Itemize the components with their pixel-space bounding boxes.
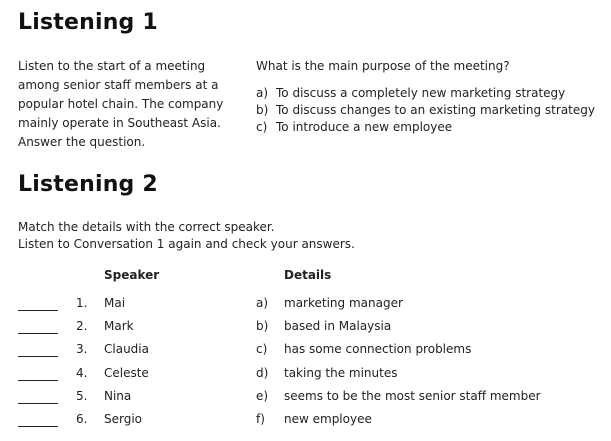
detail-text: marketing manager bbox=[284, 296, 403, 310]
option-text: To discuss changes to an existing marketing strategy bbox=[276, 103, 595, 117]
option-letter: c) bbox=[256, 120, 268, 134]
speaker-name: Sergio bbox=[104, 412, 143, 426]
speaker-name: Mark bbox=[104, 319, 134, 333]
answer-blank[interactable] bbox=[18, 356, 58, 357]
detail-letter: b) bbox=[256, 319, 269, 333]
speaker-column-header: Speaker bbox=[104, 268, 160, 282]
answer-blank[interactable] bbox=[18, 310, 58, 311]
detail-text: new employee bbox=[284, 412, 372, 426]
detail-text: based in Malaysia bbox=[284, 319, 392, 333]
speaker-number: 6. bbox=[76, 412, 88, 426]
answer-blank[interactable] bbox=[18, 380, 58, 381]
speaker-name: Celeste bbox=[104, 366, 149, 380]
speaker-number: 5. bbox=[76, 389, 88, 403]
detail-letter: c) bbox=[256, 342, 268, 356]
option-text: To introduce a new employee bbox=[276, 120, 453, 134]
speaker-number: 1. bbox=[76, 296, 88, 310]
listening-2-instruction-1: Match the details with the correct speaker. bbox=[18, 220, 275, 234]
speaker-name: Nina bbox=[104, 389, 132, 403]
option-letter: b) bbox=[256, 103, 269, 117]
detail-letter: f) bbox=[256, 412, 265, 426]
detail-letter: d) bbox=[256, 366, 269, 380]
listening-2-instruction-2: Listen to Conversation 1 again and check your answers. bbox=[18, 237, 355, 251]
speaker-name: Claudia bbox=[104, 342, 149, 356]
answer-option-c[interactable] bbox=[256, 118, 452, 137]
details-column-header: Details bbox=[284, 268, 332, 282]
listening-1-question: What is the main purpose of the meeting? bbox=[256, 59, 510, 73]
listening-1-heading: Listening 1 bbox=[18, 10, 158, 35]
detail-text: taking the minutes bbox=[284, 366, 398, 380]
answer-blank[interactable] bbox=[18, 426, 58, 427]
option-text: To discuss a completely new marketing strategy bbox=[276, 86, 566, 100]
detail-text: seems to be the most senior staff member bbox=[284, 389, 541, 403]
detail-letter: a) bbox=[256, 296, 269, 310]
speaker-name: Mai bbox=[104, 296, 126, 310]
detail-letter: e) bbox=[256, 389, 269, 403]
speaker-number: 3. bbox=[76, 342, 88, 356]
speaker-number: 4. bbox=[76, 366, 88, 380]
listening-1-instructions: Listen to the start of a meeting among senior staff members at a popular hotel chain. The company mainly operate in Southeast Asia. Answer the question. bbox=[18, 59, 224, 149]
detail-text: has some connection problems bbox=[284, 342, 472, 356]
listening-2-heading: Listening 2 bbox=[18, 172, 158, 197]
answer-blank[interactable] bbox=[18, 333, 58, 334]
answer-blank[interactable] bbox=[18, 403, 58, 404]
speaker-number: 2. bbox=[76, 319, 88, 333]
option-letter: a) bbox=[256, 86, 269, 100]
